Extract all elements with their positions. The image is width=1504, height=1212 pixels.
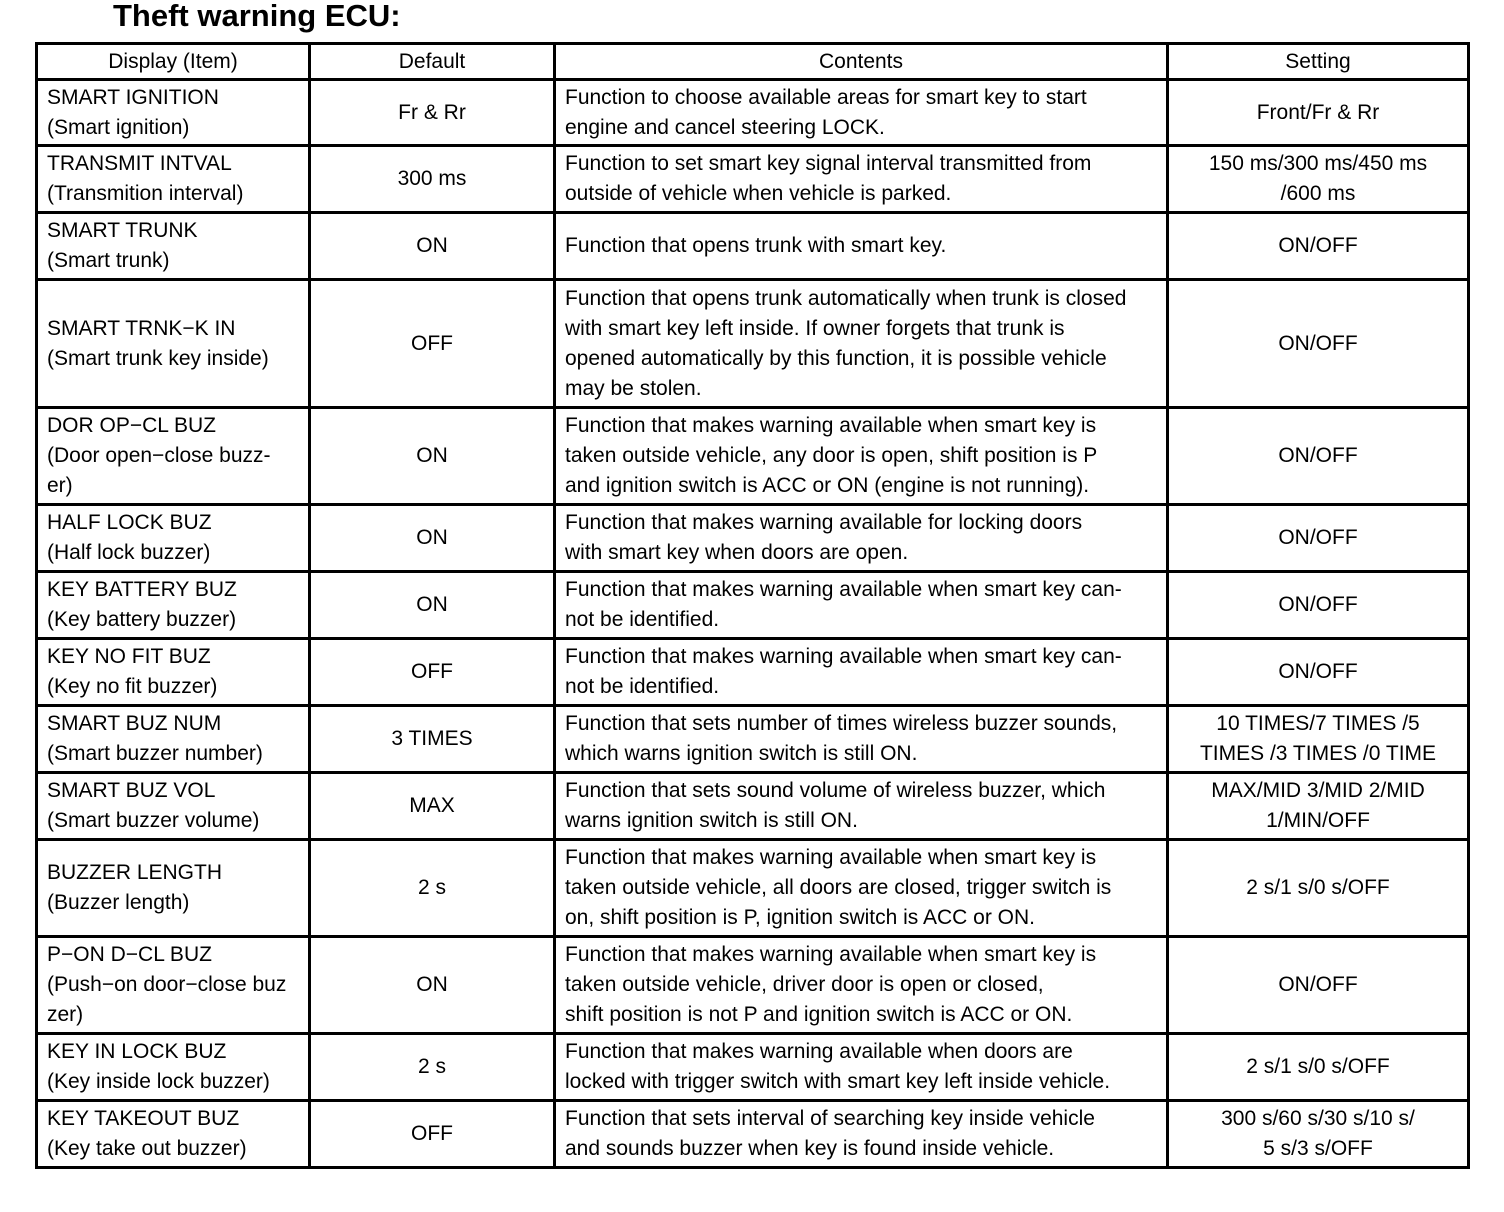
cell-display-item xyxy=(37,408,310,505)
table-row xyxy=(37,937,1469,1034)
cell-setting xyxy=(1168,840,1469,937)
contents-line: and ignition switch is ACC or ON (engine is not running). xyxy=(565,474,1090,497)
contents-line: Function to set smart key signal interval transmitted from xyxy=(565,152,1092,175)
cell-setting xyxy=(1168,408,1469,505)
cell-default: ON xyxy=(310,213,555,280)
cell-display-item xyxy=(37,706,310,773)
contents-line: not be identified. xyxy=(565,675,720,698)
cell-default: OFF xyxy=(310,1101,555,1168)
contents-line: Function that makes warning available when doors are xyxy=(565,1040,1073,1063)
setting-line: 5 s/3 s/OFF xyxy=(1263,1137,1373,1160)
item-line: KEY IN LOCK BUZ xyxy=(47,1040,227,1063)
item-line: SMART IGNITION xyxy=(47,85,219,109)
item-line: (Smart ignition) xyxy=(47,115,190,139)
setting-line: MAX/MID 3/MID 2/MID xyxy=(1211,779,1425,802)
cell-default: ON xyxy=(310,572,555,639)
cell-default: OFF xyxy=(310,280,555,408)
setting-line: TIMES /3 TIMES /0 TIME xyxy=(1199,742,1437,765)
item-line: (Key battery buzzer) xyxy=(47,608,237,631)
cell-default: OFF xyxy=(310,639,555,706)
contents-line: shift position is not P and ignition switch is ACC or ON. xyxy=(565,1003,1073,1026)
setting-line: ON/OFF xyxy=(1278,234,1358,257)
cell-default: ON xyxy=(310,505,555,572)
cell-contents xyxy=(555,505,1168,572)
item-line: (Smart trunk key inside) xyxy=(47,346,269,370)
item-line: KEY BATTERY BUZ xyxy=(47,578,237,601)
contents-line: taken outside vehicle, driver door is open or closed, xyxy=(565,973,1044,996)
cell-setting xyxy=(1168,1101,1469,1168)
cell-setting xyxy=(1168,280,1469,408)
table-body xyxy=(37,80,1469,1168)
item-line: (Push−on door−close buz xyxy=(47,973,287,996)
cell-default: 2 s xyxy=(310,840,555,937)
settings-table xyxy=(35,42,1470,1169)
page-title: Theft warning ECU: xyxy=(113,0,401,33)
cell-display-item xyxy=(37,572,310,639)
item-line: (Half lock buzzer) xyxy=(47,541,211,564)
setting-line: 300 s/60 s/30 s/10 s/ xyxy=(1221,1107,1415,1130)
item-line: HALF LOCK BUZ xyxy=(47,511,212,534)
cell-default: 3 TIMES xyxy=(310,706,555,773)
column-header-item: Display (Item) xyxy=(37,44,310,80)
item-line: er) xyxy=(47,474,73,497)
cell-setting xyxy=(1168,1034,1469,1101)
setting-line: ON/OFF xyxy=(1278,660,1358,683)
table-row xyxy=(37,572,1469,639)
contents-line: Function that makes warning available when smart key is xyxy=(565,943,1097,966)
cell-contents xyxy=(555,280,1168,408)
header-row xyxy=(37,44,1469,80)
cell-display-item xyxy=(37,639,310,706)
setting-line: 1/MIN/OFF xyxy=(1266,809,1370,832)
cell-contents xyxy=(555,773,1168,840)
cell-contents xyxy=(555,1034,1168,1101)
contents-line: Function that opens trunk with smart key. xyxy=(565,234,947,257)
cell-display-item xyxy=(37,280,310,408)
cell-contents xyxy=(555,840,1168,937)
setting-line: 2 s/1 s/0 s/OFF xyxy=(1246,876,1390,899)
cell-display-item xyxy=(37,1101,310,1168)
table-row xyxy=(37,706,1469,773)
contents-line: taken outside vehicle, any door is open, shift position is P xyxy=(565,444,1098,467)
contents-line: Function that sets sound volume of wireless buzzer, which xyxy=(565,779,1106,802)
item-line: KEY TAKEOUT BUZ xyxy=(47,1107,240,1130)
table-row xyxy=(37,280,1469,408)
item-line: SMART BUZ NUM xyxy=(47,712,222,735)
contents-line: Function that makes warning available when smart key is xyxy=(565,414,1097,437)
item-line: SMART BUZ VOL xyxy=(47,779,216,802)
cell-setting xyxy=(1168,213,1469,280)
contents-line: which warns ignition switch is still ON. xyxy=(565,742,918,765)
item-line: DOR OP−CL BUZ xyxy=(47,414,217,437)
item-line: (Smart buzzer number) xyxy=(47,742,263,765)
setting-line: ON/OFF xyxy=(1278,593,1358,616)
cell-display-item xyxy=(37,840,310,937)
table-row xyxy=(37,1101,1469,1168)
cell-display-item xyxy=(37,505,310,572)
contents-line: opened automatically by this function, it is possible vehicle xyxy=(565,346,1107,370)
item-line: SMART TRNK−K IN xyxy=(47,316,236,340)
cell-contents xyxy=(555,706,1168,773)
cell-contents xyxy=(555,408,1168,505)
contents-line: with smart key left inside. If owner forgets that trunk is xyxy=(565,316,1065,340)
table-row xyxy=(37,773,1469,840)
item-line: KEY NO FIT BUZ xyxy=(47,645,211,668)
item-line: (Smart buzzer volume) xyxy=(47,809,260,832)
contents-line: may be stolen. xyxy=(565,376,702,400)
setting-line: ON/OFF xyxy=(1278,444,1358,467)
table-row xyxy=(37,146,1469,213)
contents-line: Function that makes warning available when smart key can- xyxy=(565,645,1122,668)
column-header-contents: Contents xyxy=(555,44,1168,80)
contents-line: Function to choose available areas for smart key to start xyxy=(565,85,1087,109)
contents-line: Function that sets interval of searching key inside vehicle xyxy=(565,1107,1095,1130)
setting-line: 150 ms/300 ms/450 ms xyxy=(1208,152,1428,175)
setting-line: 2 s/1 s/0 s/OFF xyxy=(1246,1055,1390,1078)
cell-contents xyxy=(555,572,1168,639)
table-row xyxy=(37,408,1469,505)
cell-setting xyxy=(1168,773,1469,840)
item-line: P−ON D−CL BUZ xyxy=(47,943,212,966)
setting-line: ON/OFF xyxy=(1278,331,1358,355)
contents-line: locked with trigger switch with smart key left inside vehicle. xyxy=(565,1070,1111,1093)
cell-default: ON xyxy=(310,408,555,505)
item-line: TRANSMIT INTVAL xyxy=(47,152,232,175)
cell-display-item xyxy=(37,773,310,840)
setting-line: ON/OFF xyxy=(1278,526,1358,549)
contents-line: Function that sets number of times wireless buzzer sounds, xyxy=(565,712,1118,735)
cell-display-item xyxy=(37,146,310,213)
table-row xyxy=(37,505,1469,572)
table-row xyxy=(37,1034,1469,1101)
item-line: (Key inside lock buzzer) xyxy=(47,1070,270,1093)
column-header-default: Default xyxy=(310,44,555,80)
cell-contents xyxy=(555,937,1168,1034)
contents-line: Function that makes warning available when smart key can- xyxy=(565,578,1122,601)
contents-line: Function that makes warning available for locking doors xyxy=(565,511,1083,534)
setting-line: Front/Fr & Rr xyxy=(1256,100,1380,124)
column-header-setting: Setting xyxy=(1168,44,1469,80)
item-line: (Key no fit buzzer) xyxy=(47,675,218,698)
cell-setting xyxy=(1168,937,1469,1034)
cell-display-item xyxy=(37,1034,310,1101)
contents-line: with smart key when doors are open. xyxy=(565,541,909,564)
cell-setting xyxy=(1168,146,1469,213)
item-line: (Smart trunk) xyxy=(47,249,170,272)
cell-display-item xyxy=(37,80,310,146)
setting-line: 10 TIMES/7 TIMES /5 xyxy=(1216,712,1420,735)
item-line: SMART TRUNK xyxy=(47,219,198,242)
contents-line: outside of vehicle when vehicle is parked. xyxy=(565,182,952,205)
item-line: (Key take out buzzer) xyxy=(47,1137,247,1160)
table-row xyxy=(37,639,1469,706)
cell-contents xyxy=(555,213,1168,280)
cell-default: 300 ms xyxy=(310,146,555,213)
contents-line: and sounds buzzer when key is found inside vehicle. xyxy=(565,1137,1055,1160)
item-line: (Door open−close buzz- xyxy=(47,444,271,467)
contents-line: taken outside vehicle, all doors are closed, trigger switch is xyxy=(565,876,1112,899)
item-line: (Buzzer length) xyxy=(47,891,190,914)
cell-default: Fr & Rr xyxy=(310,80,555,146)
cell-setting xyxy=(1168,505,1469,572)
contents-line: engine and cancel steering LOCK. xyxy=(565,115,885,139)
cell-default: MAX xyxy=(310,773,555,840)
cell-contents xyxy=(555,146,1168,213)
cell-setting xyxy=(1168,706,1469,773)
cell-display-item xyxy=(37,937,310,1034)
cell-setting xyxy=(1168,80,1469,146)
item-line: BUZZER LENGTH xyxy=(47,861,223,884)
setting-line: ON/OFF xyxy=(1278,973,1358,996)
cell-display-item xyxy=(37,213,310,280)
table-row xyxy=(37,840,1469,937)
item-line: zer) xyxy=(47,1003,84,1026)
contents-line: Function that opens trunk automatically when trunk is closed xyxy=(565,286,1127,310)
setting-line: /600 ms xyxy=(1280,182,1356,205)
cell-contents xyxy=(555,1101,1168,1168)
contents-line: warns ignition switch is still ON. xyxy=(565,809,858,832)
cell-default: ON xyxy=(310,937,555,1034)
table-row xyxy=(37,80,1469,146)
cell-default: 2 s xyxy=(310,1034,555,1101)
cell-setting xyxy=(1168,639,1469,706)
contents-line: on, shift position is P, ignition switch is ACC or ON. xyxy=(565,906,1035,929)
table-row xyxy=(37,213,1469,280)
contents-line: not be identified. xyxy=(565,608,720,631)
item-line: (Transmition interval) xyxy=(47,182,244,205)
contents-line: Function that makes warning available when smart key is xyxy=(565,846,1097,869)
cell-contents xyxy=(555,80,1168,146)
cell-contents xyxy=(555,639,1168,706)
cell-setting xyxy=(1168,572,1469,639)
